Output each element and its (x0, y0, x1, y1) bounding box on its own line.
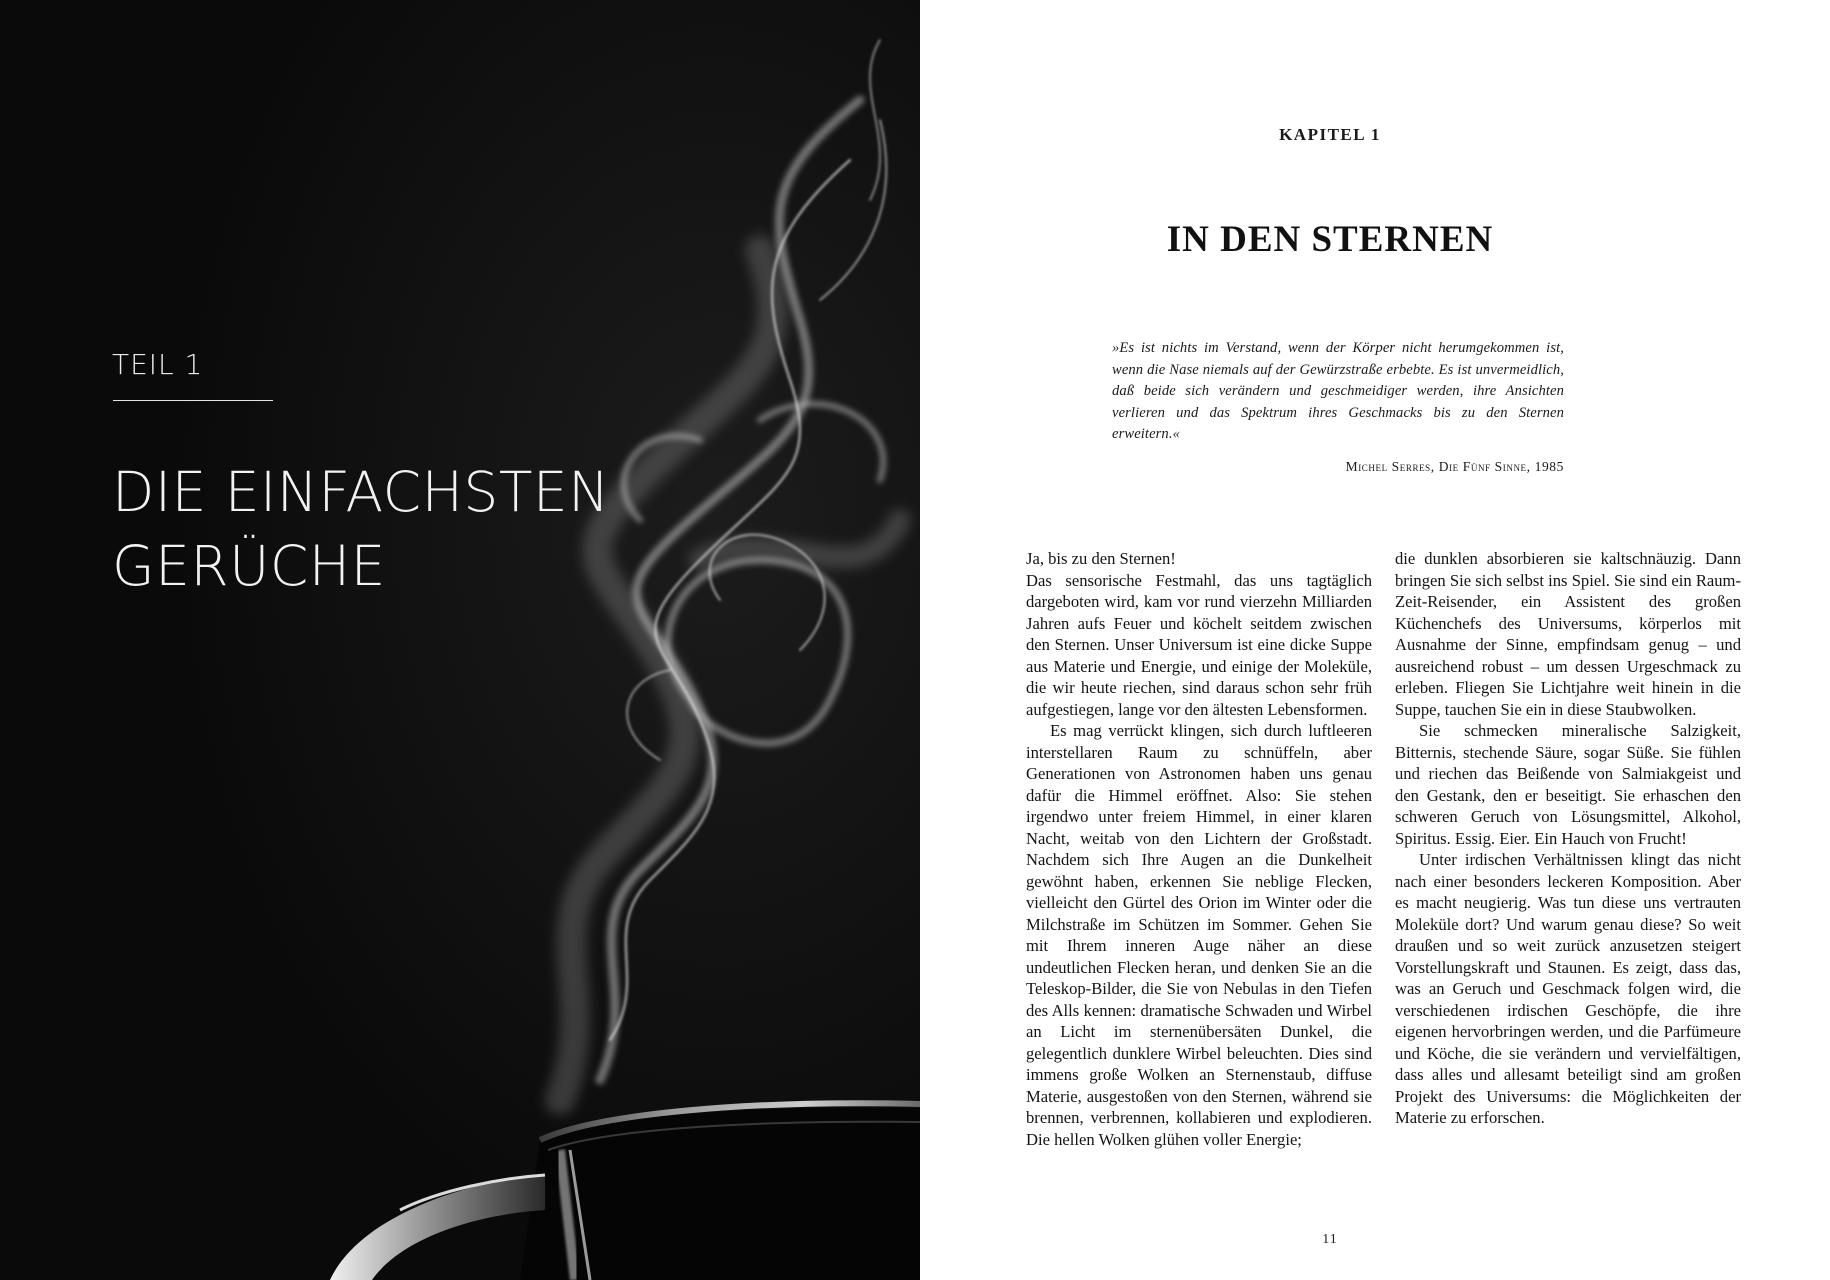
paragraph: Ja, bis zu den Sternen! (1026, 549, 1176, 568)
part-divider (113, 400, 273, 401)
chapter-label: KAPITEL 1 (1279, 125, 1381, 144)
part-title-line: GERÜCHE (112, 534, 386, 598)
text-column-left (1026, 548, 1372, 1150)
paragraph: Unter irdischen Verhältnissen klingt das nicht nach einer besonders leckeren Komposition. Aber es macht neugierig. Was tun diese uns vertrauten Moleküle dort? Und warum genau diese? So weit draußen und so weit zurück anzusetzen steigert Vorstellungskraft und Staunen. Es zeigt, dass das, was an Geruch und Geschmack folgen wird, die verschiedenen irdischen Geschöpfe, die ihre eigenen hervorbringen werden, und die Parfümeure und Köche, die sie verändern und vervielfältigen, dass alles und allesamt beteiligt sind am großen Projekt des Universums: die Möglichkeiten der Materie zu erforschen. (1395, 850, 1741, 1127)
paragraph: Es mag verrückt klingen, sich durch luftleeren interstellaren Raum zu schnüffeln, aber Generationen von Astronomen haben uns genau dafür die Himmel eröffnet. Also: Sie stehen irgendwo unter freiem Himmel, in einer klaren Nacht, weitab von den Lichtern der Großstadt. Nachdem sich Ihre Augen an die Dunkelheit gewöhnt haben, erkennen Sie neblige Flecken, vielleicht den Gürtel des Orion im Winter oder die Milchstraße im Schützen im Sommer. Gehen Sie mit Ihrem inneren Auge näher an diese undeutlichen Flecken heran, und denken Sie an die Teleskop-Bilder, die Sie von Nebulas in den Tiefen des Alls kennen: dramatische Schwaden und Wirbel an Licht im sternenübersäten Dunkel, die gelegentlich dunklere Wirbel beleuchten. Dies sind immens große Wolken an Sternenstaub, diffuse Materie, ausgestoßen von den Sternen, während sie brennen, verbrennen, kollabieren und explodieren. Die hellen Wolken glühen voller Energie; (1026, 721, 1372, 1149)
body-text (1026, 548, 1741, 1150)
text-column-right (1395, 548, 1741, 1150)
part-title (112, 455, 812, 603)
chapter-title: IN DEN STERNEN (1166, 219, 1494, 260)
epigraph-quote: »Es ist nichts im Verstand, wenn der Körper nicht herumgekommen ist, wenn die Nase niemals auf der Gewürzstraße erbebte. Es ist unvermeidlich, daß beide sich verändern und geschmeidiger werden, ihre Ansichten verlieren und das Spektrum ihres Geschmacks bis zu den Sternen erweitern.« (1112, 340, 1564, 442)
epigraph-source: Michel Serres, Die Fünf Sinne, 1985 (1345, 458, 1564, 474)
part-title-line: DIE EINFACHSTEN (112, 460, 610, 524)
right-page (920, 0, 1830, 1280)
paragraph: Sie schmecken mineralische Salzigkeit, Bitternis, stechende Säure, sogar Süße. Sie fühlen und riechen das Beißende von Salmiakgeist und den Gestank, den er beseitigt. Sie erhaschen den schweren Geruch von Lösungsmittel, Alkohol, Spiritus. Essig. Eier. Ein Hauch von Frucht! (1395, 721, 1741, 848)
part-label: TEIL 1 (112, 348, 204, 381)
paragraph: die dunklen absorbieren sie kaltschnäuzig. Dann bringen Sie sich selbst ins Spiel. Sie sind ein Raum-Zeit-Reisender, ein Assistent des großen Küchenchefs des Universums, körperlos mit Ausnahme der Sinne, empfindsam genug – und ausreichend robust – um dessen Urgeschmack zu erleben. Fliegen Sie Lichtjahre weit hinein in die Suppe, tauchen Sie ein in diese Staubwolken. (1395, 549, 1741, 719)
paragraph: Das sensorische Festmahl, das uns tagtäglich dargeboten wird, kam vor rund vierzehn Milliarden Jahren aufs Feuer und köchelt seitdem zwischen den Sternen. Unser Universum ist eine dicke Suppe aus Materie und Energie, und einige der Moleküle, die wir heute riechen, sind daraus schon sehr früh aufgestiegen, lange vor den ältesten Lebensformen. (1026, 570, 1372, 719)
page-number: 11 (1322, 1232, 1338, 1247)
epigraph (1112, 338, 1564, 475)
